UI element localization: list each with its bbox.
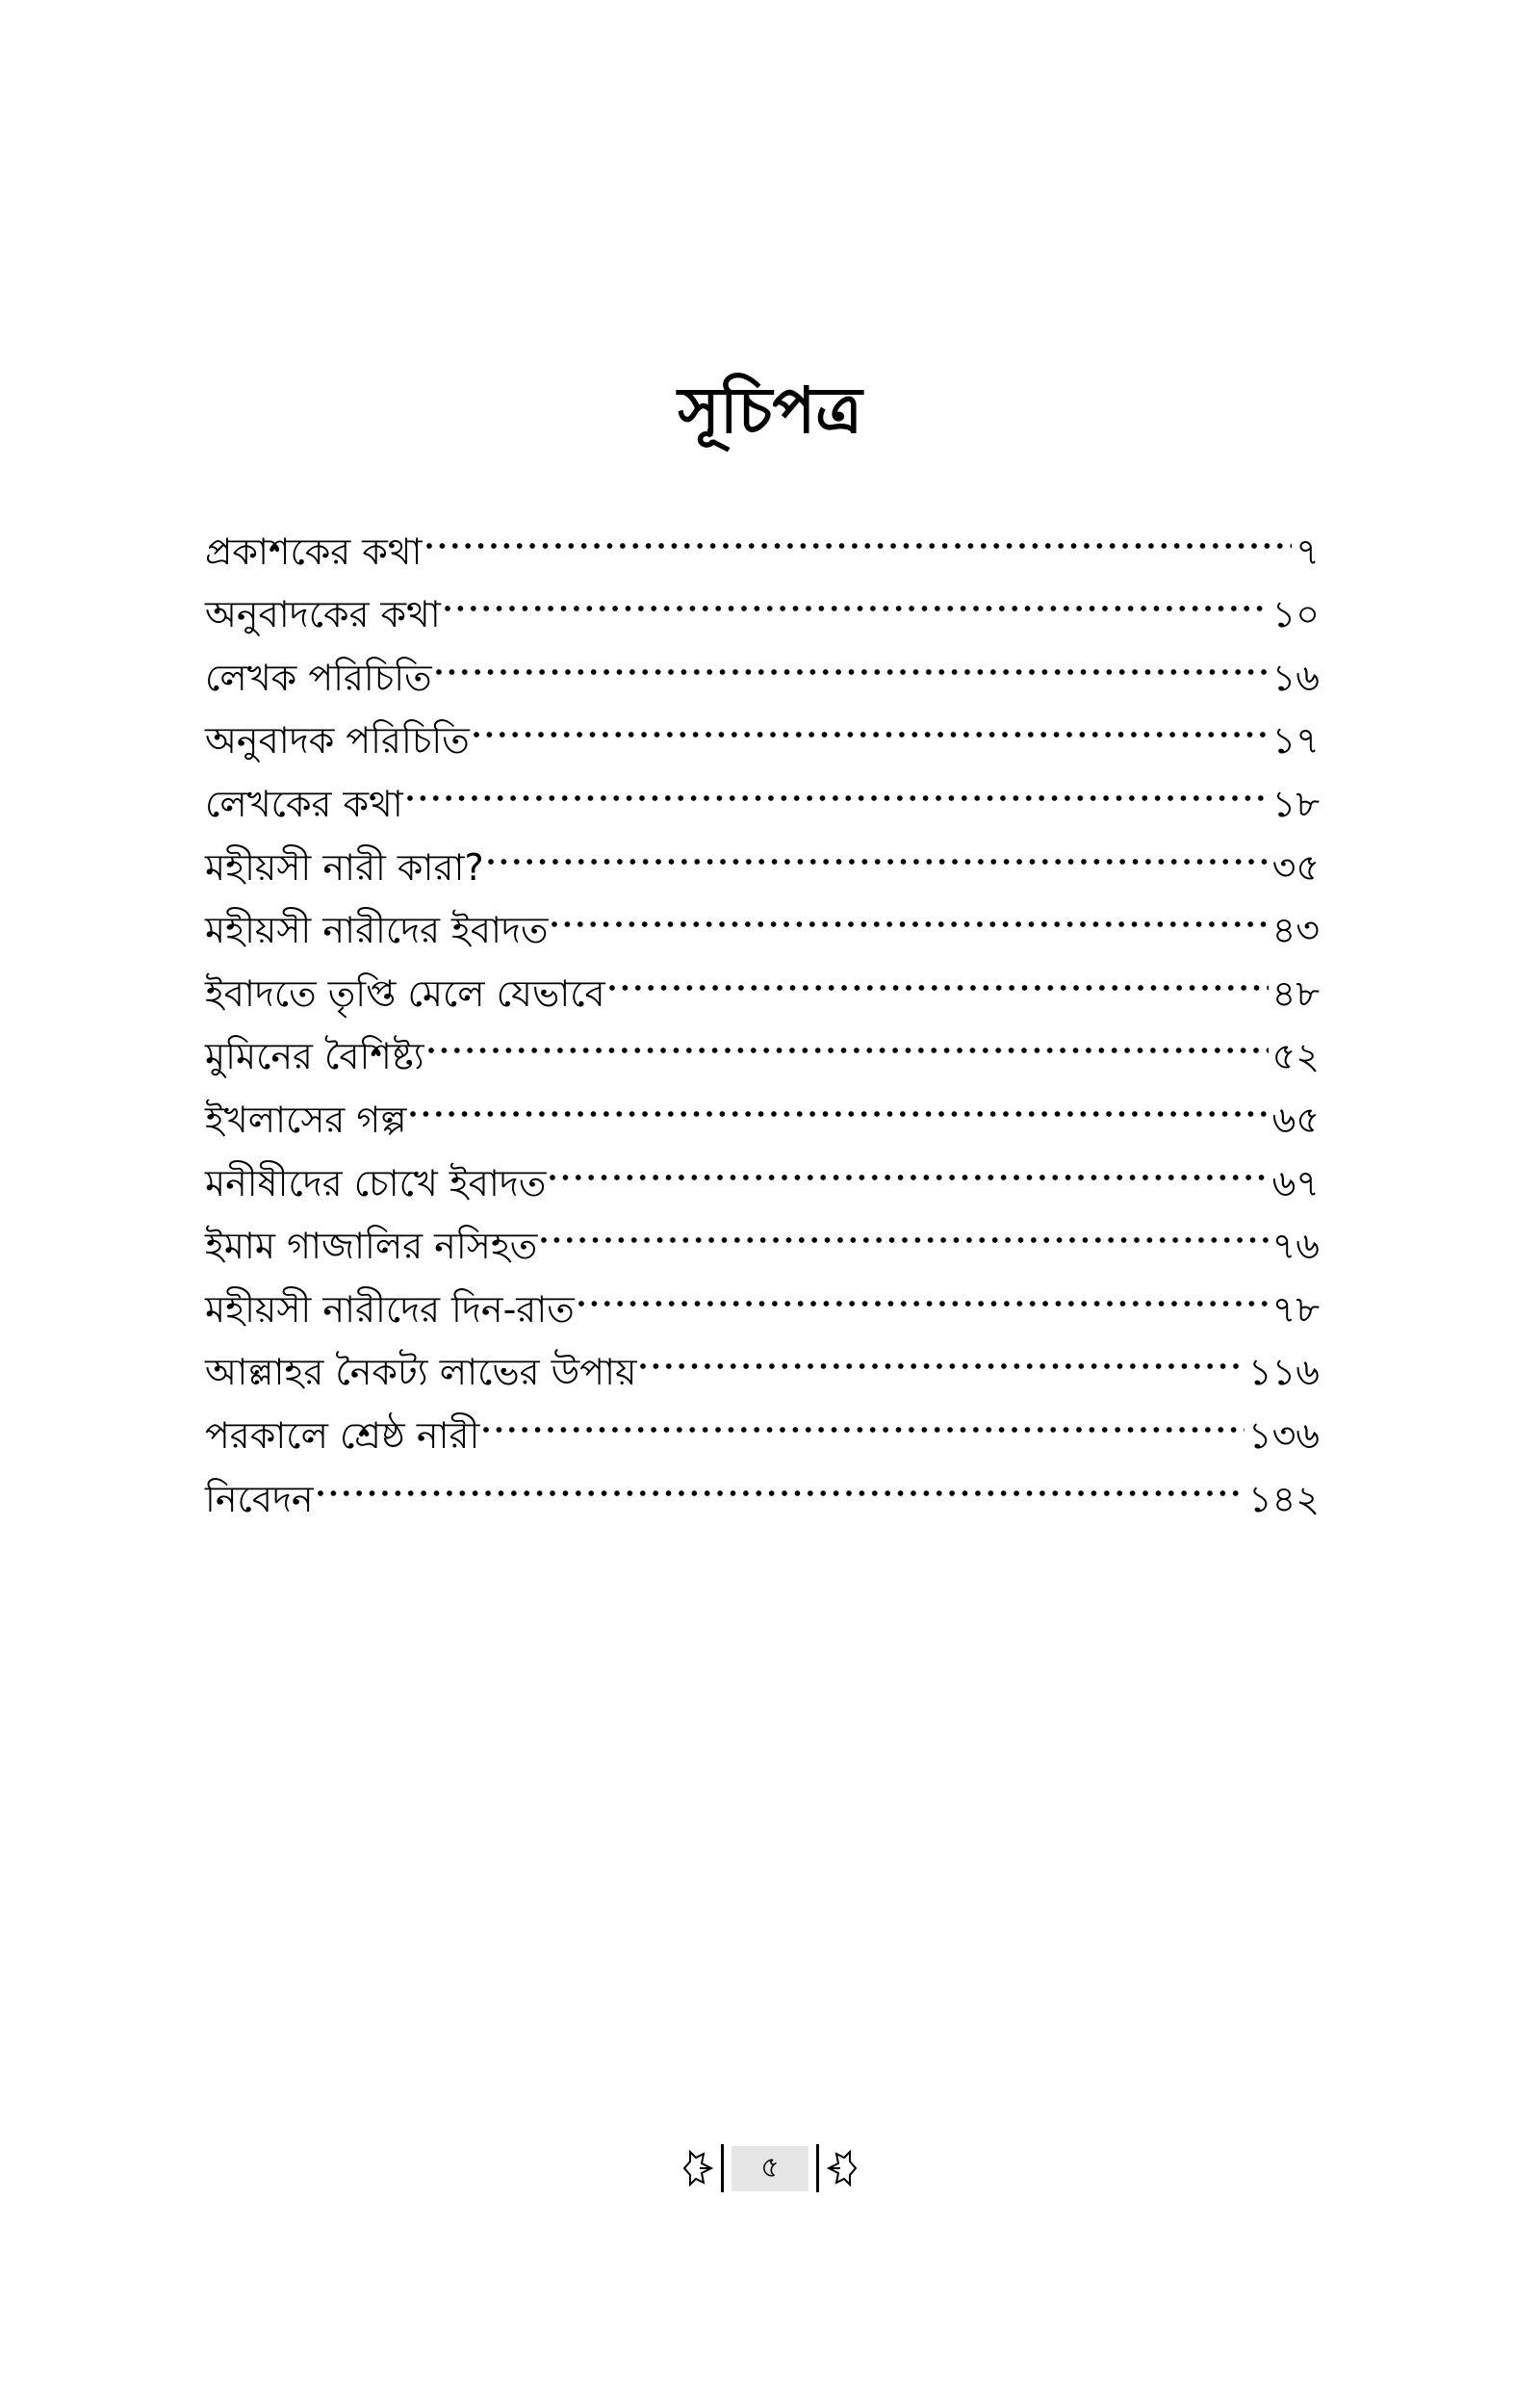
toc-entry-title: লেখকের কথা <box>205 782 403 825</box>
dot-leader <box>474 690 1269 754</box>
divider-bar <box>721 2144 724 2192</box>
toc-entry-title: মনীষীদের চোখে ইবাদত <box>205 1161 547 1204</box>
toc-entry-page: ৭৬ <box>1271 1225 1320 1268</box>
toc-entry-title: মুমিনের বৈশিষ্ট্য <box>205 1035 424 1078</box>
toc-entry-page: ১৬ <box>1271 656 1320 699</box>
toc-entry-page: ১০ <box>1271 593 1320 636</box>
page-title: সূচিপত্র <box>678 374 862 448</box>
dot-leader <box>640 1322 1245 1385</box>
toc-entry-title: পরকালে শ্রেষ্ঠ নারী <box>205 1413 480 1457</box>
toc-entry-page: ৭ <box>1296 530 1320 573</box>
floral-ornament-left-icon <box>681 2144 716 2192</box>
toc-entry-page: ৩৫ <box>1271 845 1320 889</box>
dot-leader <box>410 1069 1268 1132</box>
table-of-contents <box>205 501 1320 1520</box>
toc-entry-title: ইবাদতে তৃপ্তি মেলে যেভাবে <box>205 971 605 1015</box>
toc-entry-page: ১৩৬ <box>1247 1413 1320 1457</box>
toc-entry-title: আল্লাহর নৈকট্য লাভের উপায় <box>205 1351 637 1394</box>
toc-entry[interactable] <box>205 501 1320 573</box>
dot-leader <box>318 1448 1245 1512</box>
toc-entry-page: ১১৬ <box>1247 1351 1320 1394</box>
dot-leader <box>445 564 1269 628</box>
dot-leader <box>488 816 1269 880</box>
toc-entry-title: মহীয়সী নারী কারা? <box>205 845 484 889</box>
toc-entry-page: ৪৩ <box>1271 909 1320 952</box>
toc-entry-title: ইমাম গাজালির নসিহত <box>205 1225 538 1268</box>
dot-leader <box>428 1006 1269 1070</box>
toc-entry[interactable] <box>205 1448 1320 1520</box>
dot-leader <box>426 501 1293 564</box>
toc-entry-title: অনুবাদক পরিচিতি <box>205 719 470 763</box>
toc-entry-title: লেখক পরিচিতি <box>205 656 432 699</box>
page-number: ৫ <box>732 2146 808 2191</box>
divider-bar <box>816 2144 819 2192</box>
toc-entry-page: ১৮ <box>1271 782 1320 825</box>
toc-entry-title: ইখলাসের গল্প <box>205 1098 407 1141</box>
toc-entry-page: ১৪২ <box>1247 1477 1320 1520</box>
floral-ornament-right-icon <box>824 2144 859 2192</box>
toc-entry-title: অনুবাদকের কথা <box>205 593 441 636</box>
page-footer <box>0 2139 1540 2197</box>
dot-leader <box>541 1196 1268 1259</box>
toc-entry-page: ৬৫ <box>1271 1098 1320 1141</box>
dot-leader <box>483 1385 1245 1448</box>
dot-leader <box>578 1258 1269 1322</box>
toc-entry-page: ৭৮ <box>1271 1287 1320 1331</box>
toc-entry-title: প্রকাশকের কথা <box>205 530 423 573</box>
toc-entry-page: ৫২ <box>1271 1035 1320 1078</box>
toc-entry-title: নিবেদন <box>205 1477 314 1520</box>
toc-entry-page: ৬৭ <box>1271 1161 1320 1204</box>
dot-leader <box>407 753 1269 816</box>
dot-leader <box>436 627 1269 690</box>
toc-entry-page: ১৭ <box>1271 719 1320 763</box>
toc-entry-page: ৪৮ <box>1271 971 1320 1015</box>
dot-leader <box>550 1132 1268 1196</box>
dot-leader <box>552 880 1268 944</box>
toc-entry-title: মহীয়সী নারীদের দিন-রাত <box>205 1287 575 1331</box>
toc-entry-title: মহীয়সী নারীদের ইবাদত <box>205 909 549 952</box>
dot-leader <box>609 943 1269 1006</box>
